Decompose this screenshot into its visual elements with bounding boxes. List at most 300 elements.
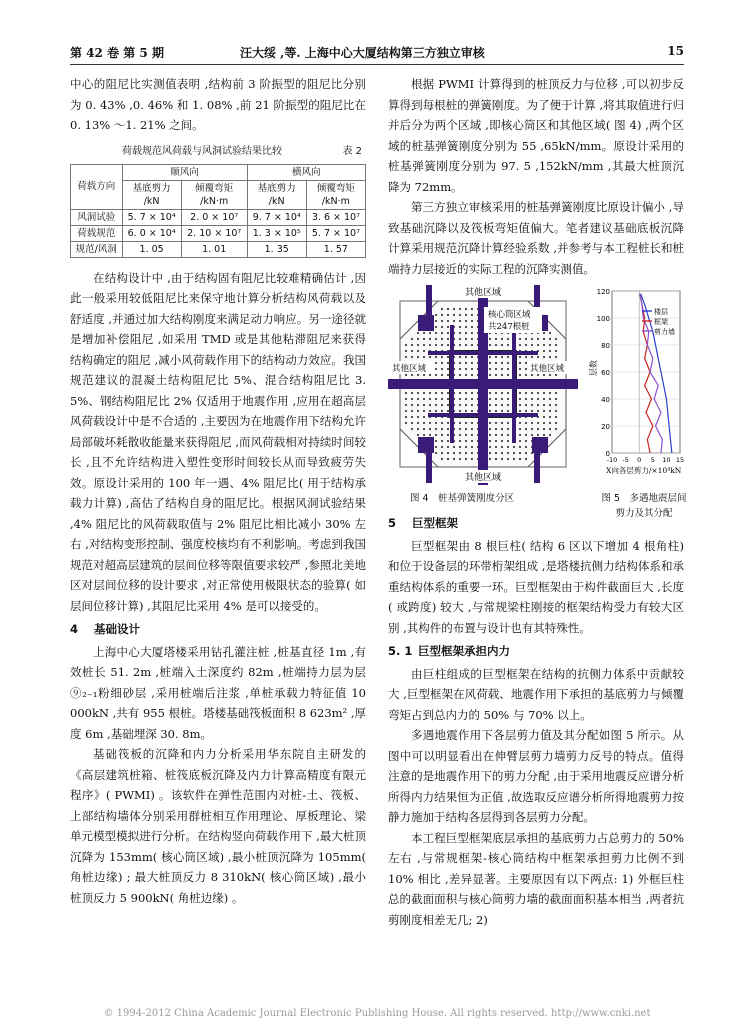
pile-dot: [555, 422, 557, 424]
pile-dot: [513, 446, 515, 448]
pile-dot: [495, 440, 497, 442]
pile-dot: [507, 458, 509, 460]
pile-dot: [423, 356, 425, 358]
pile-dot: [549, 332, 551, 334]
pile-dot: [471, 368, 473, 370]
pile-dot: [447, 320, 449, 322]
pile-dot: [495, 374, 497, 376]
pile-dot: [507, 404, 509, 406]
y-tick-label: 60: [601, 369, 610, 377]
pile-dot: [435, 446, 437, 448]
pile-dot: [549, 434, 551, 436]
pile-dot: [519, 362, 521, 364]
pile-dot: [447, 428, 449, 430]
pile-dot: [519, 458, 521, 460]
pile-dot: [495, 368, 497, 370]
pile-dot: [465, 356, 467, 358]
mega-column: [418, 437, 434, 453]
pile-dot: [495, 446, 497, 448]
pile-dot: [537, 398, 539, 400]
pile-dot: [411, 428, 413, 430]
pile-dot: [519, 344, 521, 346]
pile-dot: [471, 314, 473, 316]
copyright-footer: © 1994-2012 China Academic Journal Electronic Publishing House. All rights reserved. http://www.cnki.net: [103, 1008, 651, 1019]
pile-dot: [411, 398, 413, 400]
pile-dot: [435, 392, 437, 394]
pile-dot: [525, 458, 527, 460]
pile-dot: [519, 392, 521, 394]
pile-dot: [513, 452, 515, 454]
pile-dot: [525, 446, 527, 448]
pile-dot: [465, 404, 467, 406]
pile-dot: [465, 440, 467, 442]
pile-dot: [435, 440, 437, 442]
pile-dot: [537, 428, 539, 430]
pile-dot: [501, 344, 503, 346]
pile-dot: [429, 356, 431, 358]
pile-dot: [495, 422, 497, 424]
pile-dot: [459, 410, 461, 412]
pile-dot: [525, 440, 527, 442]
pile-dot: [471, 308, 473, 310]
pile-dot: [429, 338, 431, 340]
pile-dot: [525, 398, 527, 400]
pile-dot: [465, 320, 467, 322]
pile-dot: [543, 332, 545, 334]
pile-dot: [453, 320, 455, 322]
pile-dot: [471, 326, 473, 328]
pile-dot: [447, 374, 449, 376]
pile-dot: [465, 428, 467, 430]
pile-dot: [453, 446, 455, 448]
pile-dot: [501, 452, 503, 454]
storey-shear-chart: [588, 285, 688, 489]
pile-dot: [417, 350, 419, 352]
pile-dot: [537, 410, 539, 412]
pile-dot: [555, 416, 557, 418]
legend-label: 楼层: [654, 308, 668, 316]
pile-dot: [423, 422, 425, 424]
legend-label: 框架: [654, 318, 668, 326]
pile-dot: [525, 452, 527, 454]
pile-dot: [423, 398, 425, 400]
pile-dot: [507, 398, 509, 400]
pile-dot: [447, 446, 449, 448]
pile-dot: [525, 374, 527, 376]
pile-dot: [495, 338, 497, 340]
pile-dot: [531, 434, 533, 436]
pile-dot: [501, 374, 503, 376]
pile-dot: [507, 392, 509, 394]
pile-dot: [465, 434, 467, 436]
pile-dot: [507, 452, 509, 454]
pile-dot: [519, 338, 521, 340]
pile-dot: [447, 344, 449, 346]
table-row: 风洞试验 5. 7 × 10⁴ 2. 0 × 10⁷ 9. 7 × 10⁴ 3. 6 × 10⁷: [71, 209, 366, 225]
pile-dot: [447, 362, 449, 364]
table-col-header: 倾覆弯矩 /kN·m: [181, 180, 247, 209]
pile-dot: [549, 338, 551, 340]
pile-dot: [531, 344, 533, 346]
pile-dot: [471, 410, 473, 412]
pile-dot: [429, 392, 431, 394]
pile-dot: [471, 452, 473, 454]
pile-dot: [507, 362, 509, 364]
pile-dot: [489, 392, 491, 394]
pile-dot: [525, 428, 527, 430]
pile-dot: [465, 410, 467, 412]
pile-dot: [465, 344, 467, 346]
pile-dot: [405, 398, 407, 400]
pile-dot: [537, 434, 539, 436]
page-number: 15: [667, 44, 684, 58]
pile-dot: [525, 422, 527, 424]
pile-zoning-figure: [388, 285, 578, 485]
pile-dot: [555, 338, 557, 340]
pile-dot: [537, 356, 539, 358]
pile-dot: [525, 392, 527, 394]
paragraph: 在结构设计中 ,由于结构固有阻尼比较难精确估计 ,因此一般采用较低阻尼比来保守地计算分析结构风荷载以及舒适度 ,并通过加大结构刚度来满足动力响应。另一途径就是增加补偿阻尼 ,如采用 TMD 或是其他粘滞阻尼来获得结构确定的阻尼 ,减小风荷载作用下的结构动力效应。我国规范建议的混凝土结构阻尼比 5%、混合结构阻尼比 3. 5%、钢结构阻尼比 2% 仅适用于地震作用 ,应用在超高层风荷载设计中是不合适的 ,主要因为在地震作用下结构允许局部破坏耗散收能量来获得阻尼 ,而风荷载相对持续时间较长 ,且不允许结构进入塑性变形时间较长从而导致疲劳失效。原设计采用的 100 年一遇、4% 阻尼比( 用于结构承载力计算) ,高估了结构自身的阻尼比。根据风洞试验结果 ,4% 阻尼比的风荷载取值与 2% 阻尼比相比减小 30% 左右 ,对结构变形控制、强度校核均有不利影响。考虑到我国规范对超高层建筑的层间位移等限值要求较严 ,参照北美地区对层间位移的设计要求 ,对正常使用极限状态的验算( 如层间位移计算) ,其阻尼比采用 4% 是可以接受的。: [70, 270, 366, 613]
pile-dot: [429, 428, 431, 430]
pile-dot: [465, 332, 467, 334]
pile-dot: [465, 446, 467, 448]
pile-dot: [417, 404, 419, 406]
pile-dot: [405, 404, 407, 406]
pile-dot: [459, 320, 461, 322]
wall-v3: [512, 325, 516, 443]
pile-dot: [465, 362, 467, 364]
pile-dot: [495, 434, 497, 436]
pile-dot: [435, 410, 437, 412]
pile-dot: [411, 416, 413, 418]
pile-dot: [459, 428, 461, 430]
pile-dot: [543, 356, 545, 358]
pile-dot: [423, 410, 425, 412]
pile-dot: [489, 428, 491, 430]
pile-dot: [489, 398, 491, 400]
pile-dot: [405, 410, 407, 412]
pile-dot: [501, 458, 503, 460]
pile-dot: [501, 410, 503, 412]
pile-dot: [531, 404, 533, 406]
mega-column: [532, 437, 548, 453]
wall-h: [388, 379, 578, 389]
pile-dot: [405, 416, 407, 418]
zone-label-top: 其他区域: [464, 288, 502, 298]
zone-label-left: 其他区域: [392, 364, 427, 374]
pile-dot: [495, 392, 497, 394]
pile-dot: [447, 398, 449, 400]
pile-dot: [549, 428, 551, 430]
pile-dot: [435, 434, 437, 436]
pile-dot: [495, 458, 497, 460]
pile-dot: [555, 428, 557, 430]
pile-dot: [555, 398, 557, 400]
table-number: 表 2: [342, 145, 362, 157]
y-tick-label: 20: [601, 423, 610, 431]
pile-dot: [525, 362, 527, 364]
pile-dot: [531, 410, 533, 412]
pile-dot: [441, 368, 443, 370]
pile-dot: [417, 392, 419, 394]
pile-dot: [417, 332, 419, 334]
pile-dot: [471, 404, 473, 406]
pile-dot: [495, 428, 497, 430]
pile-dot: [423, 416, 425, 418]
pile-dot: [423, 404, 425, 406]
x-tick-label: 15: [675, 456, 685, 464]
pile-dot: [543, 428, 545, 430]
pile-dot: [471, 422, 473, 424]
pile-dot: [441, 374, 443, 376]
pile-dot: [471, 356, 473, 358]
table-row: 荷载规范 6. 0 × 10⁴ 2. 10 × 10⁷ 1. 3 × 10⁵ 5. 7 × 10⁷: [71, 225, 366, 241]
pile-dot: [471, 320, 473, 322]
pile-dot: [519, 374, 521, 376]
y-tick-label: 40: [601, 396, 610, 404]
pile-dot: [417, 422, 419, 424]
pile-dot: [411, 392, 413, 394]
section-heading: 5 巨型框架: [388, 516, 458, 530]
pile-dot: [525, 434, 527, 436]
pile-dot: [435, 326, 437, 328]
pile-dot: [441, 392, 443, 394]
core-pile-count: 共247根桩: [488, 322, 530, 332]
pile-dot: [501, 446, 503, 448]
pile-dot: [411, 338, 413, 340]
paragraph: 中心的阻尼比实测值表明 ,结构前 3 阶振型的阻尼比分别为 0. 43% ,0. 46% 和 1. 08% ,前 21 阶振型的阻尼比在 0. 13% ～1. 21% 之间。: [70, 77, 366, 132]
pile-dot: [489, 410, 491, 412]
pile-dot: [507, 446, 509, 448]
wall-v2: [450, 325, 454, 443]
pile-dot: [447, 422, 449, 424]
pile-dot: [441, 404, 443, 406]
x-tick-label: 0: [637, 456, 642, 464]
pile-dot: [423, 434, 425, 436]
pile-dot: [525, 356, 527, 358]
table-title: 荷载规范风荷载与风洞试验结果比较: [122, 145, 282, 157]
pile-dot: [531, 422, 533, 424]
pile-dot: [519, 368, 521, 370]
pile-dot: [417, 434, 419, 436]
pile-dot: [459, 314, 461, 316]
pile-dot: [465, 314, 467, 316]
pile-dot: [507, 410, 509, 412]
table-group-header: 顺风向: [122, 164, 247, 180]
pile-dot: [429, 404, 431, 406]
pile-dot: [519, 404, 521, 406]
pile-dot: [417, 398, 419, 400]
pile-dot: [555, 374, 557, 376]
pile-dot: [501, 428, 503, 430]
pile-dot: [435, 338, 437, 340]
pile-dot: [447, 308, 449, 310]
mega-column: [418, 315, 434, 331]
right-column: [388, 74, 687, 930]
pile-dot: [537, 374, 539, 376]
table-caption: [70, 142, 366, 162]
figure-4-caption: 图 4 桩基弹簧刚度分区: [410, 493, 515, 504]
paragraph: 本工程巨型框架底层承担的基底剪力占总剪力的 50% 左右 ,与常规框架-核心筒结构中框架承担剪力比例不到 10% 相比 ,差异显著。主要原因有以下两点: 1) 外框巨柱总的截面面积与核心筒剪力墙的截面面积基本相当 ,两者抗剪刚度相差无几; 2): [388, 830, 684, 927]
x-axis-label: X向各层剪力/×10⁴kN: [606, 466, 682, 475]
pile-dot: [555, 392, 557, 394]
pile-dot: [531, 338, 533, 340]
pile-dot: [429, 344, 431, 346]
pile-dot: [471, 392, 473, 394]
x-tick-label: 5: [650, 456, 655, 464]
pile-dot: [441, 428, 443, 430]
pile-dot: [507, 428, 509, 430]
pile-dot: [549, 344, 551, 346]
pile-dot: [507, 356, 509, 358]
pile-dot: [441, 332, 443, 334]
y-tick-label: 100: [596, 315, 610, 323]
pile-dot: [549, 398, 551, 400]
pile-dot: [435, 398, 437, 400]
pile-dot: [507, 434, 509, 436]
table-group-header: 横风向: [247, 164, 365, 180]
y-axis-label: 层数: [589, 360, 598, 376]
pile-dot: [519, 440, 521, 442]
pile-dot: [519, 410, 521, 412]
pile-dot: [525, 344, 527, 346]
pile-dot: [459, 452, 461, 454]
pile-dot: [495, 356, 497, 358]
pile-dot: [441, 314, 443, 316]
pile-dot: [549, 356, 551, 358]
table-col-header: 倾覆弯矩 /kN·m: [306, 180, 365, 209]
pile-dot: [453, 308, 455, 310]
pile-dot: [519, 422, 521, 424]
pile-dot: [447, 314, 449, 316]
pile-dot: [447, 326, 449, 328]
pile-dot: [501, 362, 503, 364]
pile-dot: [447, 452, 449, 454]
pile-dot: [465, 392, 467, 394]
pile-dot: [543, 404, 545, 406]
pile-dot: [441, 326, 443, 328]
pile-dot: [459, 446, 461, 448]
pile-dot: [519, 446, 521, 448]
pile-dot: [441, 338, 443, 340]
pile-dot: [423, 428, 425, 430]
pile-dot: [495, 362, 497, 364]
pile-dot: [459, 374, 461, 376]
pile-dot: [489, 452, 491, 454]
paragraph: 巨型框架由 8 根巨柱( 结构 6 区以下增加 4 根角柱) 和位于设备层的环带桁架组成 ,是塔楼抗侧力结构体系和承重结构体系的重要一环。巨型框架由于构件截面巨大 ,长度( 或跨度) 较大 ,与常规梁柱刚接的框架结构受力有较大区别 ,其构件的布置与设计也有其特殊性。: [388, 538, 684, 635]
pile-dot: [525, 410, 527, 412]
pile-dot: [471, 338, 473, 340]
pile-dot: [543, 410, 545, 412]
pile-dot: [543, 350, 545, 352]
pile-dot: [537, 344, 539, 346]
pile-dot: [429, 410, 431, 412]
zone-label-bottom: 其他区域: [464, 473, 502, 483]
pile-dot: [465, 368, 467, 370]
paragraph: 由巨柱组成的巨型框架在结构的抗侧力体系中贡献较大 ,巨型框架在风荷载、地震作用下承担的基底剪力与倾覆弯矩占到总内力的 50% 与 70% 以上。: [388, 666, 684, 722]
subsection-heading: 5. 1 巨型框架承担内力: [388, 644, 510, 658]
pile-dot: [441, 422, 443, 424]
pile-dot: [459, 392, 461, 394]
pile-dot: [459, 326, 461, 328]
pile-dot: [441, 410, 443, 412]
pile-dot: [429, 374, 431, 376]
pile-dot: [441, 434, 443, 436]
pile-dot: [555, 410, 557, 412]
pile-dot: [429, 434, 431, 436]
pile-dot: [519, 428, 521, 430]
pile-dot: [417, 338, 419, 340]
pile-dot: [501, 434, 503, 436]
pile-dot: [549, 404, 551, 406]
pile-dot: [489, 446, 491, 448]
pile-dot: [423, 374, 425, 376]
pile-dot: [447, 410, 449, 412]
pile-dot: [459, 440, 461, 442]
pile-dot: [549, 350, 551, 352]
pile-dot: [519, 452, 521, 454]
pile-dot: [489, 368, 491, 370]
pile-dot: [543, 344, 545, 346]
pile-dot: [495, 398, 497, 400]
pile-dot: [459, 404, 461, 406]
pile-dot: [525, 368, 527, 370]
pile-dot: [441, 446, 443, 448]
pile-dot: [459, 344, 461, 346]
pile-dot: [435, 428, 437, 430]
pile-dot: [489, 362, 491, 364]
pile-dot: [405, 392, 407, 394]
pile-dot: [507, 374, 509, 376]
pile-dot: [459, 398, 461, 400]
pile-dot: [435, 422, 437, 424]
pile-dot: [537, 404, 539, 406]
pile-dot: [531, 356, 533, 358]
pile-dot: [549, 422, 551, 424]
pile-dot: [465, 422, 467, 424]
y-tick-label: 80: [601, 342, 610, 350]
pile-dot: [471, 332, 473, 334]
pile-dot: [447, 332, 449, 334]
pile-dot: [417, 344, 419, 346]
journal-volume: 第 42 卷 第 5 期: [70, 46, 164, 60]
pile-dot: [471, 428, 473, 430]
pile-dot: [459, 362, 461, 364]
pile-dot: [411, 344, 413, 346]
pile-dot: [501, 440, 503, 442]
pile-dot: [465, 326, 467, 328]
pile-dot: [465, 452, 467, 454]
pile-dot: [471, 446, 473, 448]
pile-dot: [441, 458, 443, 460]
pile-dot: [489, 404, 491, 406]
pile-dot: [459, 338, 461, 340]
pile-dot: [459, 356, 461, 358]
pile-dot: [543, 434, 545, 436]
pile-dot: [435, 404, 437, 406]
pile-dot: [489, 338, 491, 340]
pile-dot: [459, 332, 461, 334]
core-zone-label: 核心筒区域: [488, 310, 531, 320]
pile-dot: [489, 344, 491, 346]
pile-dot: [555, 350, 557, 352]
pile-dot: [549, 410, 551, 412]
pile-dot: [543, 392, 545, 394]
pile-dot: [447, 368, 449, 370]
pile-dot: [435, 374, 437, 376]
pile-dot: [507, 440, 509, 442]
pile-dot: [447, 356, 449, 358]
